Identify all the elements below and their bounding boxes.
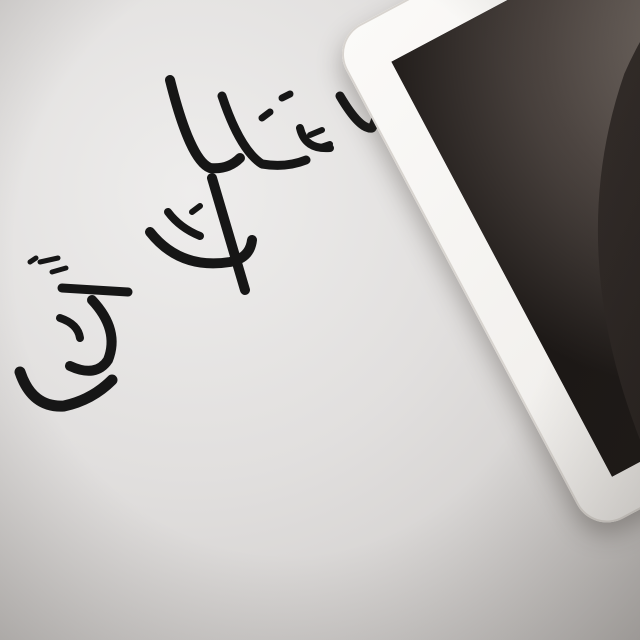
handwritten-word-middle <box>150 178 252 290</box>
handwritten-word-bottom <box>20 258 128 406</box>
